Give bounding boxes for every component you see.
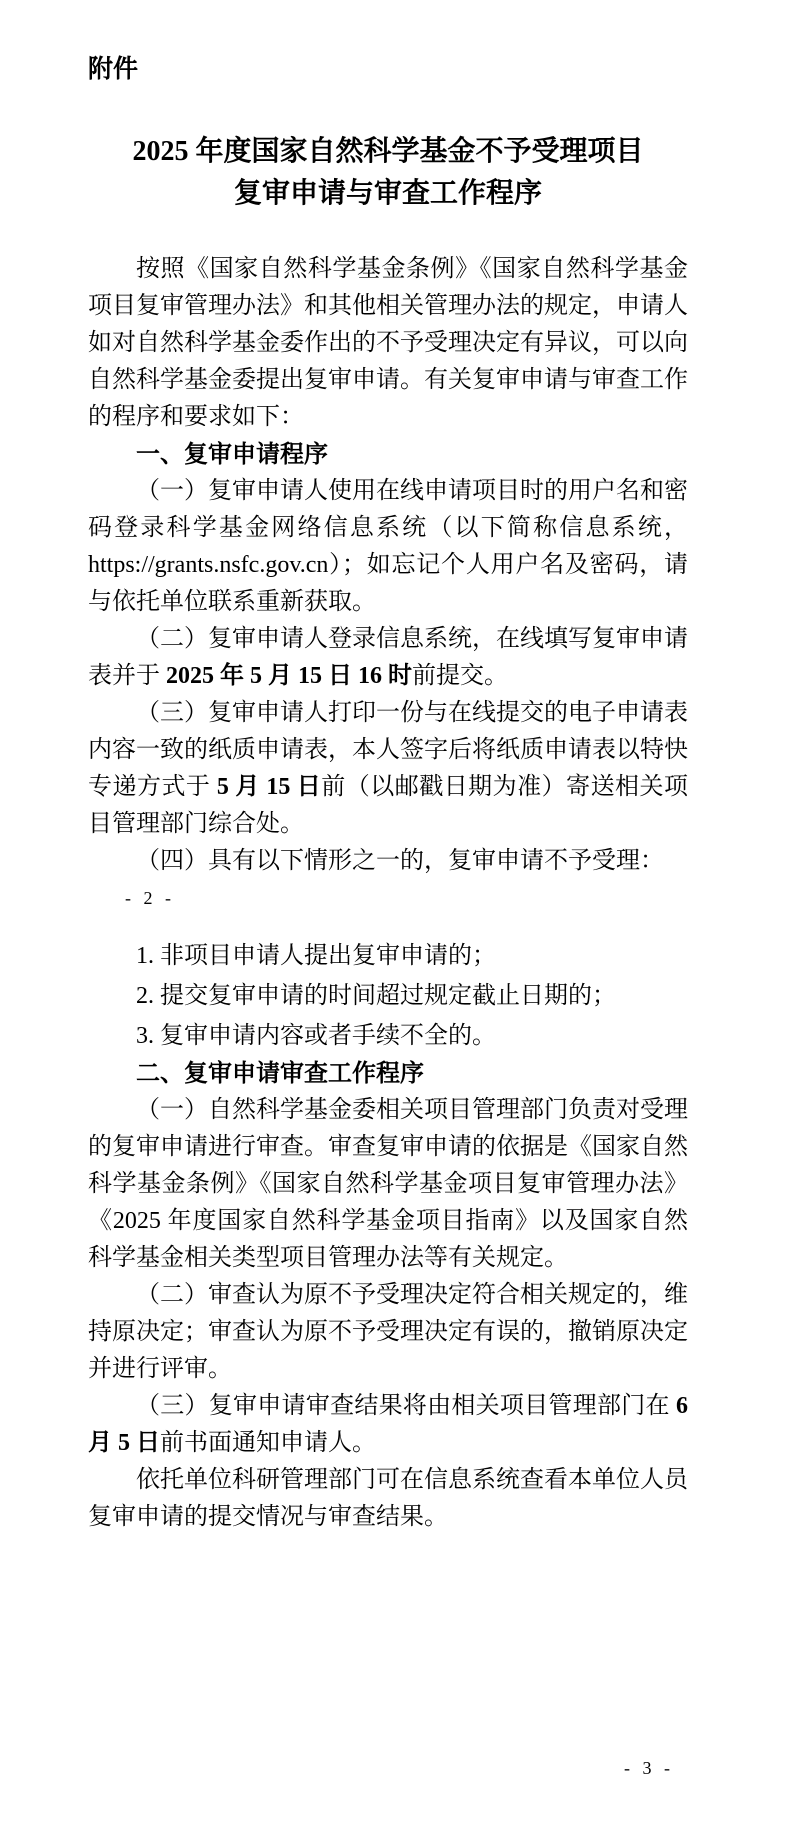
- attachment-label: 附件: [88, 55, 139, 83]
- list-item-2: 2. 提交复审申请的时间超过规定截止日期的；: [136, 983, 616, 1009]
- section1-heading: 一、复审申请程序: [136, 441, 328, 468]
- intro-paragraph: 按照《国家自然科学基金条例》《国家自然科学基金项目复审管理办法》和其他相关管理办法的规定，申请人如对自然科学基金委作出的不予受理决定有异议，可以向自然科学基金委提出复审申请。有关复审申请与审查工作的程序和要求如下：: [88, 256, 688, 430]
- section2-paragraph-2: （二）审查认为原不予受理决定符合相关规定的，维持原决定；审查认为原不予受理决定有误的，撤销原决定并进行评审。: [88, 1282, 688, 1382]
- section2-paragraph-3-text: （三）复审申请审查结果将由相关项目管理部门在: [136, 1393, 676, 1419]
- page-number-3: - 3 -: [624, 1758, 674, 1778]
- section1-paragraph-1: （一）复审申请人使用在线申请项目时的用户名和密码登录科学基金网络信息系统（以下简称信息系统，https://grants.nsfc.gov.cn）；如忘记个人用户名及密码，请与依托单位联系重新获取。: [88, 478, 688, 615]
- document-title-line1: 2025 年度国家自然科学基金不予受理项目: [132, 136, 644, 167]
- document-content: [88, 51, 688, 1536]
- deadline-date-mail: 5 月 15 日: [216, 774, 322, 800]
- section2-paragraph-1: （一）自然科学基金委相关项目管理部门负责对受理的复审申请进行审查。审查复审申请的依据是《国家自然科学基金条例》《国家自然科学基金项目复审管理办法》《2025 年度国家自然科学基金项目指南》以及国家自然科学基金相关类型项目管理办法等有关规定。: [88, 1097, 688, 1271]
- section1-paragraph-2-text-end: 前提交。: [412, 663, 508, 689]
- section2-paragraph-3-text-end: 前书面通知申请人。: [160, 1430, 376, 1456]
- section1-paragraph-2: [88, 621, 688, 695]
- deadline-date-submit: 2025 年 5 月 15 日 16 时: [166, 663, 412, 689]
- section2-heading: 二、复审申请审查工作程序: [136, 1060, 424, 1087]
- section2-paragraph-4: 依托单位科研管理部门可在信息系统查看本单位人员复审申请的提交情况与审查结果。: [88, 1467, 688, 1530]
- section2-paragraph-3: [88, 1388, 688, 1462]
- page-number-2: - 2 -: [125, 888, 175, 908]
- list-item-1: 1. 非项目申请人提出复审申请的；: [136, 943, 496, 969]
- document-title-line2: 复审申请与审查工作程序: [233, 178, 542, 209]
- section1-paragraph-4: （四）具有以下情形之一的，复审申请不予受理：: [136, 848, 664, 874]
- notify-date: 6 月 5 日: [88, 1393, 688, 1456]
- section1-paragraph-3-text-end: 前（以邮戳日期为准）寄送相关项目管理部门综合处。: [88, 774, 689, 837]
- section1-paragraph-2-text: （二）复审申请人登录信息系统，在线填写复审申请表并于: [88, 626, 688, 689]
- document-title: [88, 131, 688, 215]
- section1-paragraph-3-text: （三）复审申请人打印一份与在线提交的电子申请表内容一致的纸质申请表，本人签字后将纸质申请表以特快专递方式于: [88, 700, 688, 800]
- section1-paragraph-3: [88, 695, 688, 843]
- list-item-3: 3. 复审申请内容或者手续不全的。: [136, 1023, 496, 1049]
